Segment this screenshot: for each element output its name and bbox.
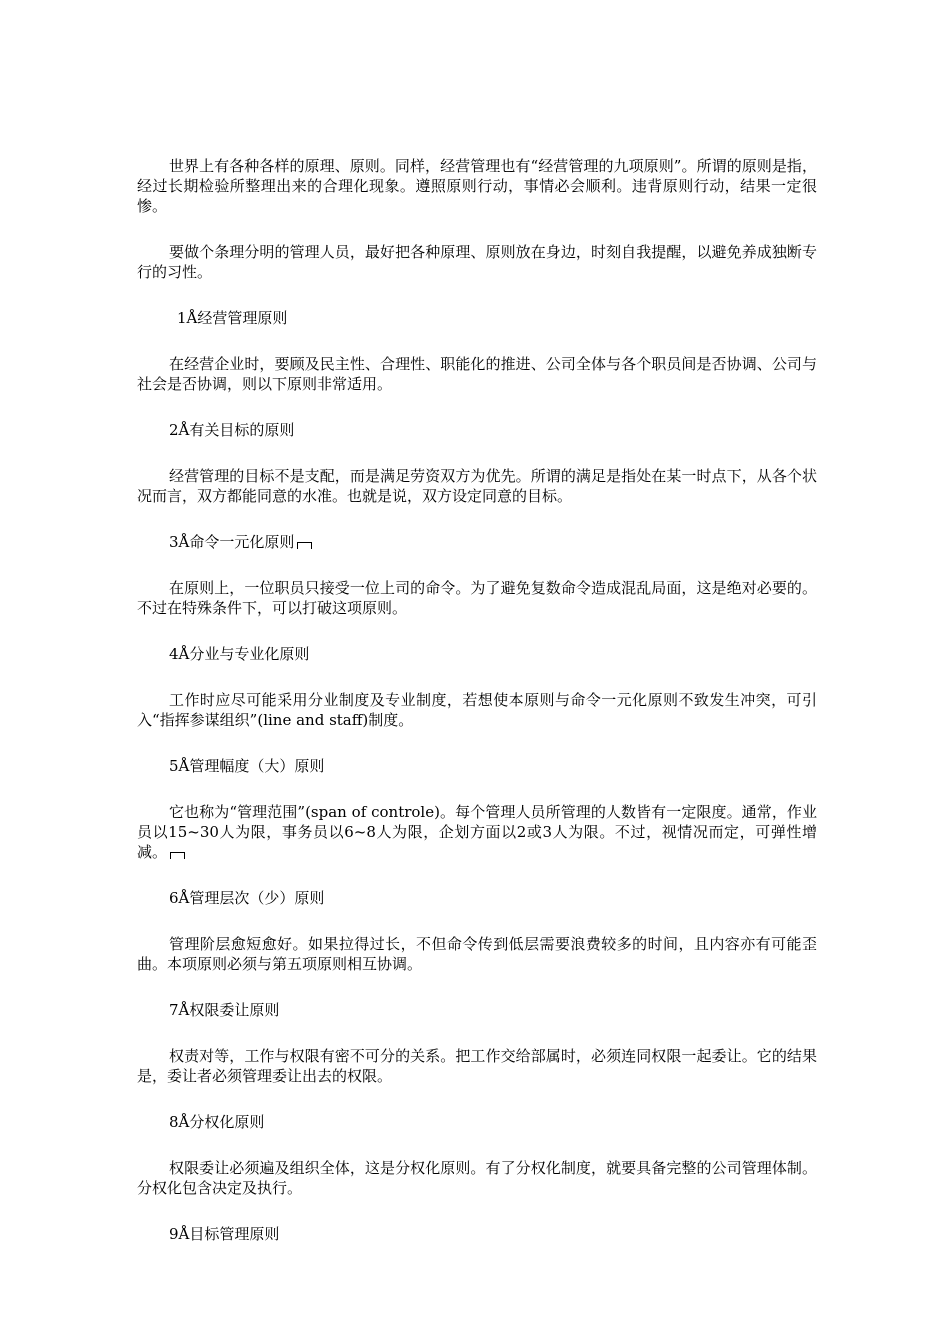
- paragraph-intro: 世界上有各种各样的原理、原则。同样，经营管理也有“经营管理的九项原则”。所谓的原则是指，经过长期检验所整理出来的合理化现象。遵照原则行动，事情必会顺利。违背原则行动，结果一定很惨。: [137, 157, 817, 215]
- paragraph-3: 在原则上，一位职员只接受一位上司的命令。为了避免复数命令造成混乱局面，这是绝对必要的。不过在特殊条件下，可以打破这项原则。: [137, 579, 817, 617]
- heading-3-row: [137, 532, 817, 552]
- heading-4: 4Å分业与专业化原则: [169, 645, 310, 663]
- paragraph-advice: 要做个条理分明的管理人员，最好把各种原理、原则放在身边，时刻自我提醒，以避免养成独断专行的习性。: [137, 243, 817, 281]
- paragraph-8: 权限委让必须遍及组织全体，这是分权化原则。有了分权化制度，就要具备完整的公司管理体制。分权化包含决定及执行。: [137, 1159, 817, 1197]
- heading-3: 3Å命令一元化原则: [169, 533, 295, 551]
- paragraph-6: 管理阶层愈短愈好。如果拉得过长，不但命令传到低层需要浪费较多的时间，且内容亦有可能歪曲。本项原则必须与第五项原则相互协调。: [137, 935, 817, 973]
- placeholder-mark-icon: [297, 542, 312, 549]
- heading-1: 1Å经营管理原则: [177, 309, 288, 327]
- paragraph-1: 在经营企业时，要顾及民主性、合理性、职能化的推进、公司全体与各个职员间是否协调、公司与社会是否协调，则以下原则非常适用。: [137, 355, 817, 393]
- heading-9: 9Å目标管理原则: [169, 1225, 280, 1243]
- paragraph-5: 它也称为“管理范围”(span of controle)。每个管理人员所管理的人数皆有一定限度。通常，作业员以15~30人为限，事务员以6~8人为限，企划方面以2或3人为限。不过，视情况而定，可弹性增减。: [137, 803, 817, 861]
- heading-8: 8Å分权化原则: [169, 1113, 265, 1131]
- paragraph-4: 工作时应尽可能采用分业制度及专业制度，若想使本原则与命令一元化原则不致发生冲突，可引入“指挥参谋组织”(line and staff)制度。: [137, 691, 817, 729]
- document-body: [137, 156, 817, 1270]
- placeholder-mark-icon: [170, 852, 185, 859]
- paragraph-2: 经营管理的目标不是支配，而是满足劳资双方为优先。所谓的满足是指处在某一时点下，从各个状况而言，双方都能同意的水准。也就是说，双方设定同意的目标。: [137, 467, 817, 505]
- heading-6: 6Å管理层次（少）原则: [169, 889, 325, 907]
- heading-5: 5Å管理幅度（大）原则: [169, 757, 325, 775]
- heading-7: 7Å权限委让原则: [169, 1001, 280, 1019]
- paragraph-7: 权责对等，工作与权限有密不可分的关系。把工作交给部属时，必须连同权限一起委让。它的结果是，委让者必须管理委让出去的权限。: [137, 1047, 817, 1085]
- heading-2: 2Å有关目标的原则: [169, 421, 295, 439]
- paragraph-5-row: [137, 802, 817, 862]
